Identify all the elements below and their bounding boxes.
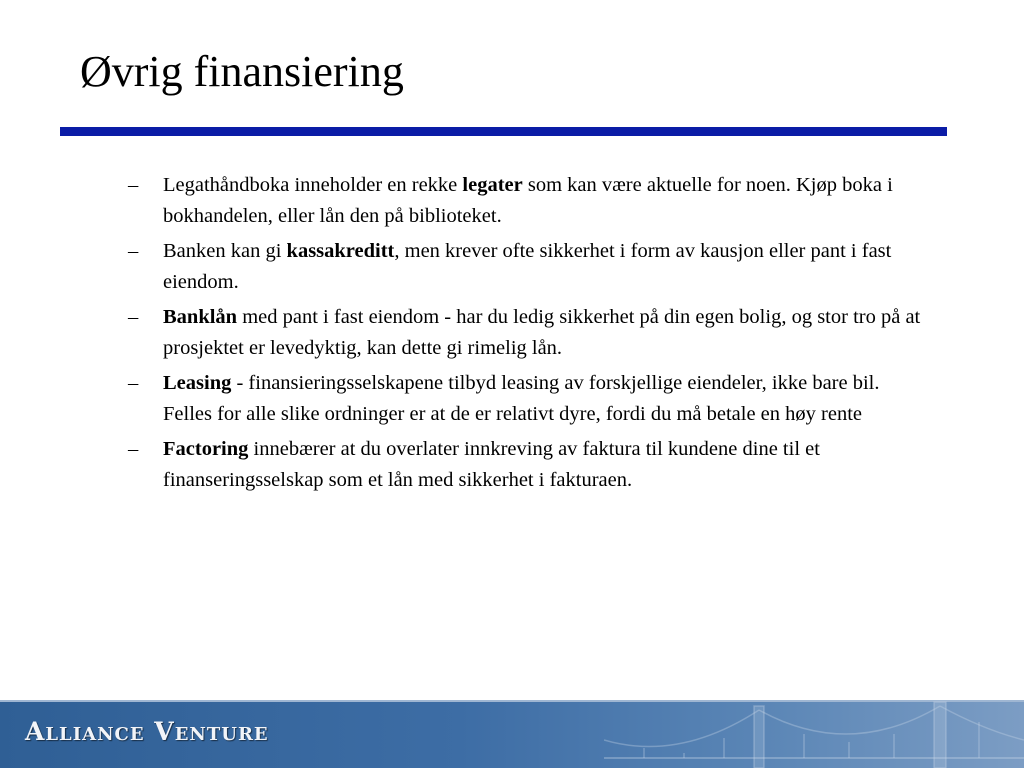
bullet-text-run: - finansieringsselskapene tilbyd leasing av forskjellige eiendeler, ikke bare bil. Felles for alle slike ordninger er at de er relativt dyre, fordi du må betale en høy rente	[163, 372, 880, 425]
bullet-dash: –	[128, 372, 139, 394]
bullet-text-run: med pant i fast eiendom - har du ledig sikkerhet på din egen bolig, og stor tro på at prosjektet er levedyktig, kan dette gi rimelig lån.	[163, 306, 921, 359]
bullet-bold-term: kassakreditt	[286, 240, 395, 262]
bullet-list	[128, 170, 928, 500]
bullet-bold-term: Leasing	[163, 372, 232, 394]
bullet-bold-term: legater	[462, 174, 523, 196]
bullet-text-run: som kan være aktuelle for noen. Kjøp boka i bokhandelen, eller lån den på biblioteket.	[163, 174, 893, 227]
bullet-text	[163, 306, 920, 359]
bullet-dash: –	[128, 438, 139, 460]
bullet-text-run: Legathåndboka inneholder en rekke	[163, 174, 463, 196]
bullet-text	[163, 240, 891, 293]
bullet-text-run: innebærer at du overlater innkreving av faktura til kundene dine til et finanseringsselskap som et lån med sikkerhet i fakturaen.	[163, 438, 820, 491]
bullet-dash: –	[128, 240, 139, 262]
bullet-item	[128, 434, 928, 496]
bullet-item	[128, 170, 928, 232]
bullet-item	[128, 302, 928, 364]
title-underline	[60, 127, 947, 136]
bullet-text	[163, 438, 820, 491]
bullet-bold-term: Banklån	[163, 306, 238, 328]
bullet-dash: –	[128, 174, 139, 196]
bullet-dash: –	[128, 306, 139, 328]
brand-logo-text: Alliance Venture	[25, 717, 269, 746]
bullet-item	[128, 368, 928, 430]
bullet-text-run: Banken kan gi	[163, 240, 287, 262]
bullet-text	[163, 372, 880, 425]
bullet-text	[163, 174, 893, 227]
bullet-bold-term: Factoring	[163, 438, 249, 460]
slide-title: Øvrig finansiering	[80, 47, 404, 96]
bullet-text-run: , men krever ofte sikkerhet i form av kausjon eller pant i fast eiendom.	[163, 240, 892, 293]
bridge-silhouette-icon	[604, 700, 1024, 768]
bullet-item	[128, 236, 928, 298]
